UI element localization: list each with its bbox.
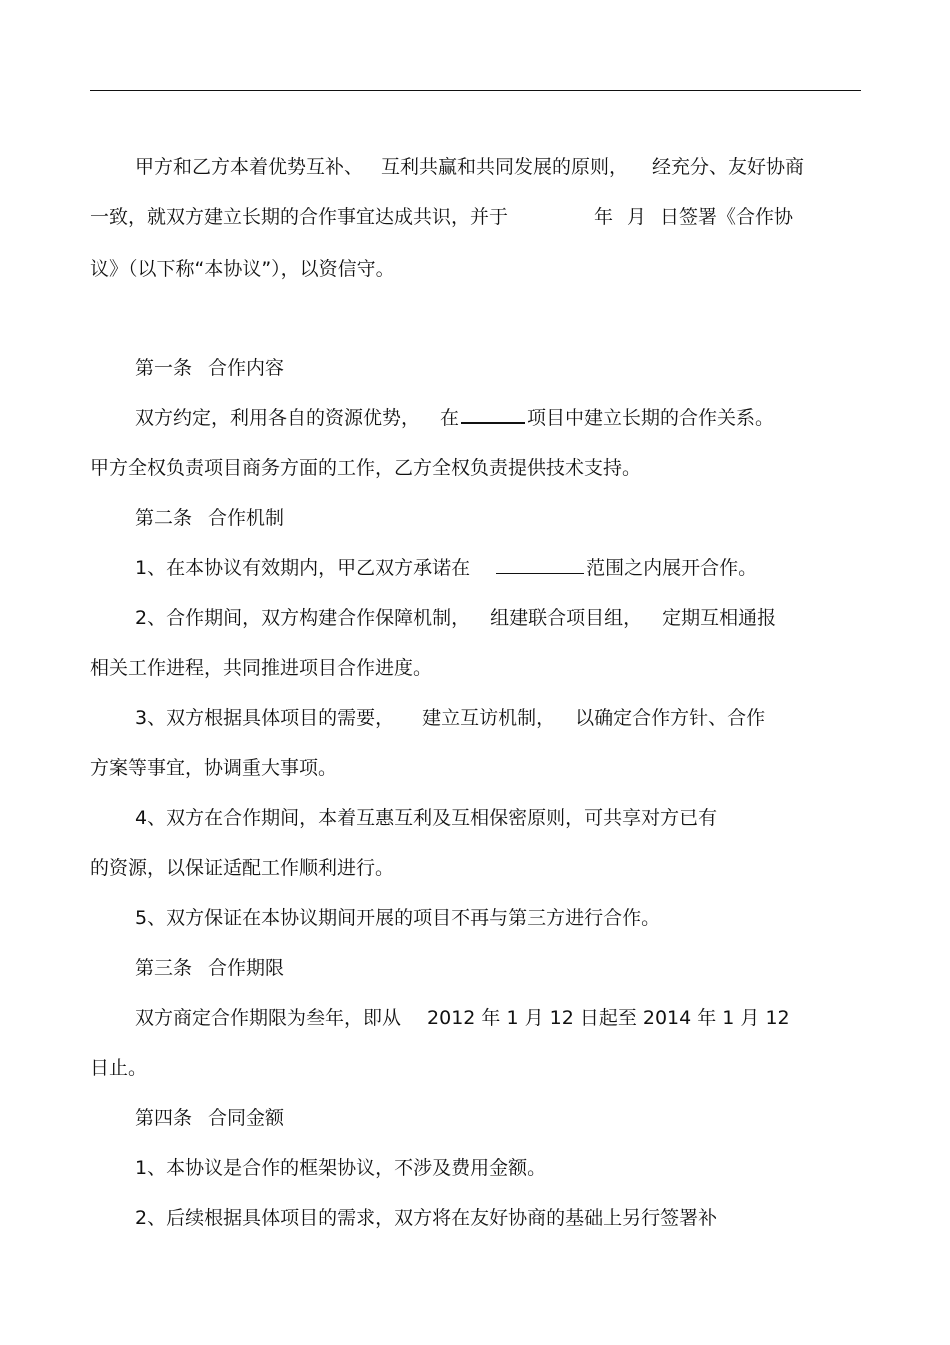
article-number: 第一条 <box>135 357 193 379</box>
list-item-text: 1、在本协议有效期内，甲乙双方承诺在 <box>135 557 471 579</box>
article-4-item-1 <box>135 1155 546 1181</box>
list-item-text: 4、双方在合作期间，本着互惠互利及互相保密原则，可共享对方已有 <box>135 807 718 829</box>
article-2-heading <box>135 505 284 531</box>
date-year-label: 年 <box>594 206 614 228</box>
paragraph-text: 双方商定合作期限为叁年，即从 <box>135 1007 402 1029</box>
article-2-item-1 <box>135 555 757 581</box>
article-4-item-2 <box>135 1205 717 1231</box>
article-title: 合作内容 <box>208 357 285 379</box>
intro-text: 一致，就双方建立长期的合作事宜达成共识，并于 <box>90 206 509 228</box>
article-number: 第三条 <box>135 957 193 979</box>
paragraph-text: 甲方全权负责项目商务方面的工作，乙方全权负责提供技术支持。 <box>90 457 642 479</box>
list-item-text: 2、后续根据具体项目的需求，双方将在友好协商的基础上另行签署补 <box>135 1207 718 1229</box>
scope-blank <box>496 572 584 574</box>
article-3-heading <box>135 955 284 981</box>
article-2-item-3-cont <box>90 755 337 781</box>
list-item-text: 方案等事宜，协调重大事项。 <box>90 757 338 779</box>
list-item-text: 组建联合项目组， <box>490 607 643 629</box>
article-title: 合作机制 <box>208 507 285 529</box>
article-3-para-1-cont <box>90 1055 147 1081</box>
paragraph-text: 双方约定，利用各自的资源优势， <box>135 407 421 429</box>
paragraph-text: 日止。 <box>90 1057 148 1079</box>
article-2-item-4 <box>135 805 717 831</box>
article-2-item-4-cont <box>90 855 394 881</box>
article-number: 第四条 <box>135 1107 193 1129</box>
list-item-text: 1、本协议是合作的框架协议，不涉及费用金额。 <box>135 1157 547 1179</box>
list-item-text: 5、双方保证在本协议期间开展的项目不再与第三方进行合作。 <box>135 907 661 929</box>
intro-text: 经充分、友好协商 <box>652 156 805 178</box>
article-2-item-2 <box>135 605 776 631</box>
article-2-item-3 <box>135 705 765 731</box>
article-2-item-5 <box>135 905 660 931</box>
intro-line-2 <box>90 204 793 230</box>
date-day-label: 日签署《合作协 <box>660 206 794 228</box>
article-number: 第二条 <box>135 507 193 529</box>
article-1-para-2 <box>90 455 641 481</box>
header-rule <box>90 90 861 91</box>
paragraph-text: 项目中建立长期的合作关系。 <box>527 407 775 429</box>
intro-text: 互利共赢和共同发展的原则， <box>381 156 629 178</box>
article-title: 合作期限 <box>208 957 285 979</box>
article-2-item-2-cont <box>90 655 432 681</box>
list-item-text: 建立互访机制， <box>422 707 556 729</box>
intro-line-1 <box>135 154 804 180</box>
term-dates: 2012 年 1 月 12 日起至 2014 年 1 月 12 <box>427 1007 790 1029</box>
intro-text: 甲方和乙方本着优势互补、 <box>135 156 364 178</box>
project-name-blank <box>461 421 525 424</box>
list-item-text: 定期互相通报 <box>662 607 777 629</box>
article-title: 合同金额 <box>208 1107 285 1129</box>
intro-text: 议》（以下称“本协议”），以资信守。 <box>90 258 395 280</box>
list-item-text: 2、合作期间，双方构建合作保障机制， <box>135 607 471 629</box>
list-item-text: 以确定合作方针、合作 <box>575 707 766 729</box>
list-item-text: 相关工作进程，共同推进项目合作进度。 <box>90 657 433 679</box>
list-item-text: 3、双方根据具体项目的需要， <box>135 707 395 729</box>
date-month-label: 月 <box>627 206 647 228</box>
list-item-text: 范围之内展开合作。 <box>586 557 758 579</box>
article-1-heading <box>135 355 284 381</box>
intro-line-3 <box>90 256 395 282</box>
article-4-heading <box>135 1105 284 1131</box>
article-3-para-1 <box>135 1005 790 1031</box>
article-1-para-1 <box>135 405 774 431</box>
list-item-text: 的资源，以保证适配工作顺利进行。 <box>90 857 395 879</box>
paragraph-text: 在 <box>440 407 460 429</box>
